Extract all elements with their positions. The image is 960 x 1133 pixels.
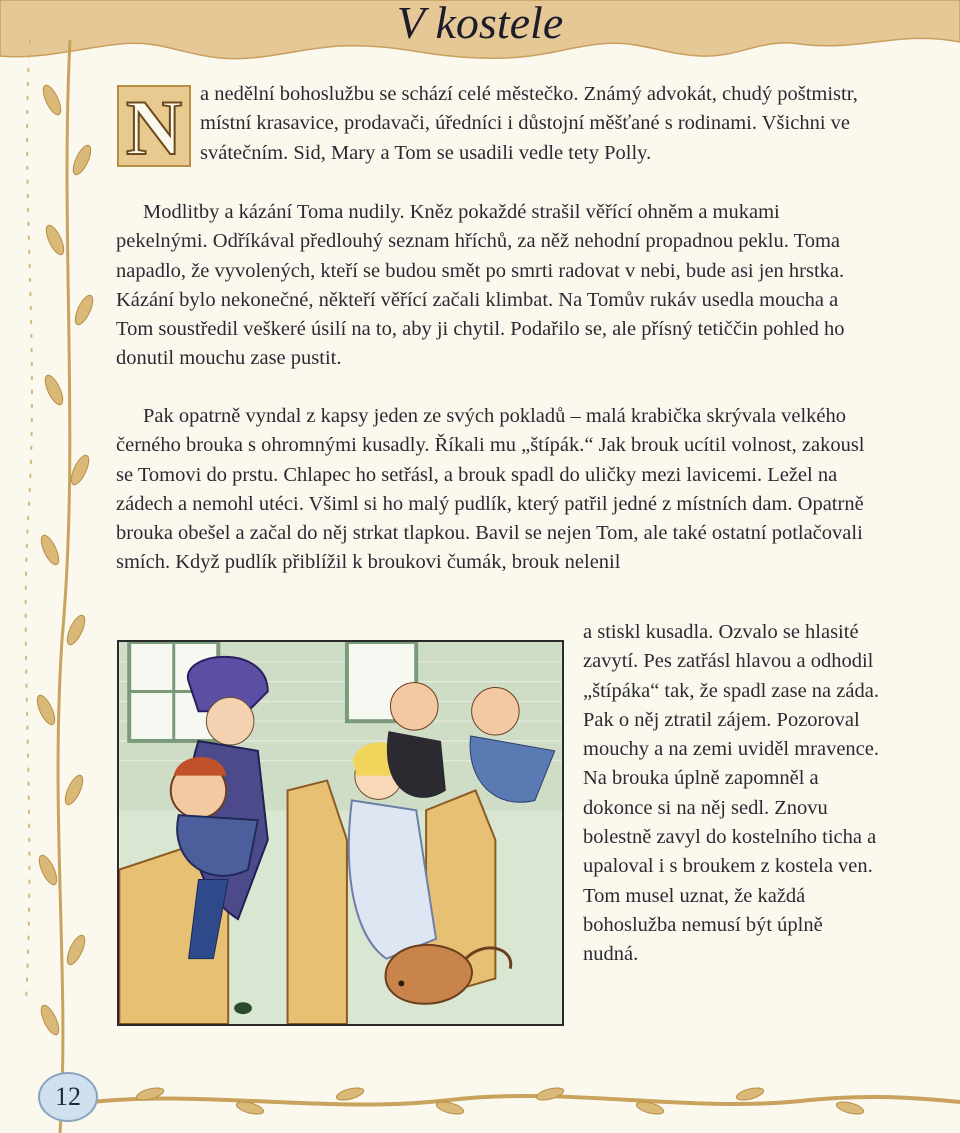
drop-cap-glyph: N — [125, 84, 183, 168]
footer-ornament — [90, 1080, 960, 1120]
paragraph-3: Pak opatrně vyndal z kapsy jeden ze svých pokladů – malá krabička skrývala velkého černého brouka s ohromnými kusadly. Říkali mu „štípák.“ Jak brouk ucítil volnost, zakousl se Tomovi do prstu. Chlapec ho setřásl, a brouk spadl do uličky mezi lavicemi. Ležel na zádech a nemohl utéci. Všiml si ho malý pudlík, který patřil jedné z místních dam. Opatrně brouka obešel a začal do něj strkat tlapkou. Bavil se nejen Tom, ale také ostatní potlačovali smích. Když pudlík přiblížil k broukovi čumák, brouk nelenil — [116, 405, 865, 574]
beetle-icon — [234, 1002, 252, 1014]
paragraph-1-text: a nedělní bohoslužbu se schází celé městečko. Známý advokát, chudý poštmistr, místní krasavice, prodavači, úředníci i důstojní měšťané s rodinami. Všichni ve svátečním. Sid, Mary a Tom se usadili vedle tety Polly. — [200, 83, 858, 164]
paragraph-4: a stiskl kusadla. Ozvalo se hlasité zavytí. Pes zatřásl hlavou a odhodil „štípáka“ tak, že spadl zase na záda. Pak o něj ztratil zájem. Pozoroval mouchy a na zemi uviděl mravence. Na brouka úplně zapomněl a dokonce si na něj sedl. Znovu bolestně zavyl do kostelního ticha a upaloval i s broukem z kostela ven. Tom musel uznat, že každá bohoslužba nemusí být úplně nudná. — [583, 621, 879, 966]
drop-cap-letter — [116, 84, 192, 168]
church-illustration — [117, 640, 564, 1026]
wheat-vine-ornament — [0, 40, 110, 1133]
paragraph-1 — [116, 80, 876, 168]
page-number: 12 — [38, 1072, 98, 1122]
paragraph-2: Modlitby a kázání Toma nudily. Kněz pokaždé strašil věřící ohněm a mukami pekelnými. Odříkával předlouhý seznam hříchů, za něž nehodní propadnou peklu. Toma napadlo, že vyvolených, kteří se budou smět po smrti radovat v nebi, bude asi jen hrstka. Kázání bylo nekonečné, někteří věřící začali klimbat. Na Tomův rukáv usedla moucha a Tom soustředil veškeré úsilí na to, aby ji chytil. Podařilo se, ale přísný tetiččin pohled ho donutil mouchu zase pustit. — [116, 201, 845, 370]
page-title: V kostele — [396, 0, 564, 48]
